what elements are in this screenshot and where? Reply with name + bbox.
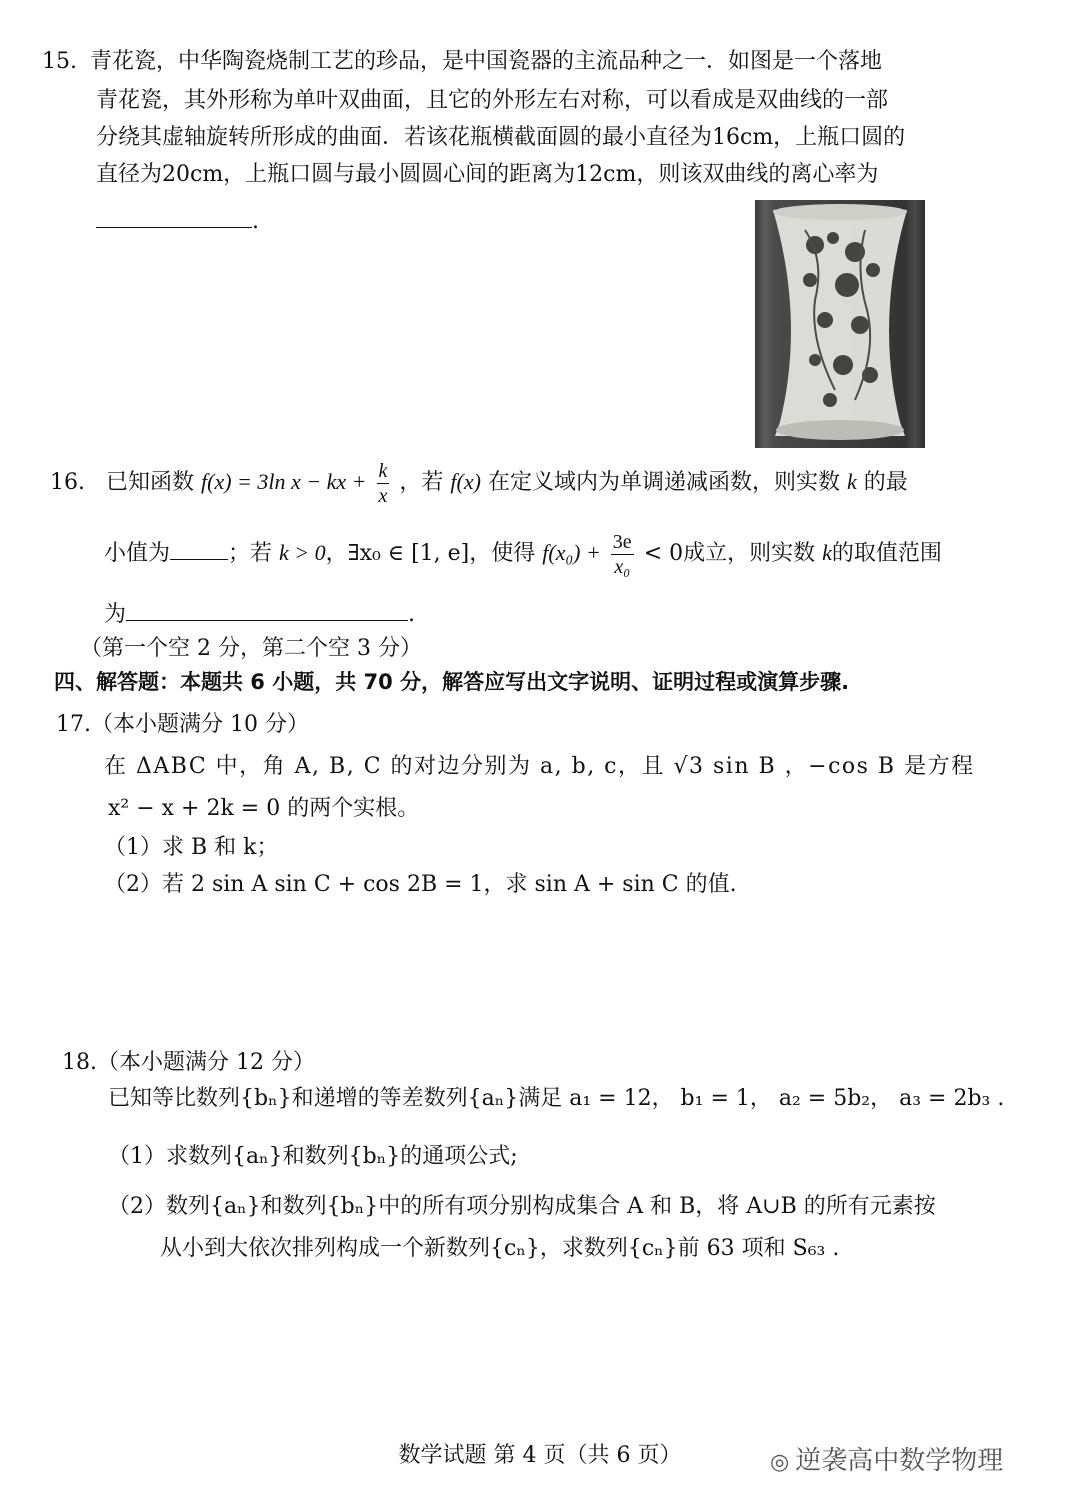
q18-line1: 已知等比数列{bₙ}和递增的等差数列{aₙ}满足 a₁ = 12， b₁ = 1， a₂ = 5b₂， a₃ = 2b₃ . (108, 1086, 1005, 1111)
q15-number: 15. (42, 49, 77, 74)
q16-cond: 在定义域内为单调递减函数，则实数 (487, 470, 840, 495)
k-over-x-fraction: $\frac{k}{x}$ (378, 459, 388, 507)
q15-line1 (42, 45, 882, 79)
q16-if: ；若 (228, 541, 273, 566)
q15-answer-line (96, 205, 259, 239)
q16-wei: 为 (104, 602, 127, 627)
q16-line1 (50, 457, 908, 508)
watermark-text: 逆袭高中数学物理 (795, 1446, 1004, 1476)
wechat-icon: ◎ (770, 1450, 790, 1475)
q17-header: 17.（本小题满分 10 分） (56, 712, 309, 737)
q16-range: 的取值范围 (831, 541, 942, 566)
q15-tail: . (252, 209, 259, 234)
q17-line1: 在 ΔABC 中，角 A, B, C 的对边分别为 a, b, c，且 √3 sin B ，−cos B 是方程 (104, 754, 975, 779)
q16-min-label: 小值为 (104, 541, 171, 566)
q16-function: f(x) = 3ln x − kx + (201, 469, 367, 494)
q16-holds: 成立，则实数 (683, 541, 816, 566)
q17-line2: x² − x + 2k = 0 的两个实根。 (108, 796, 420, 821)
q16-f-x0: f(x₀) + (542, 540, 601, 565)
q18-part1: （1）求数列{aₙ}和数列{bₙ}的通项公式; (108, 1144, 518, 1169)
q16-line3 (104, 598, 415, 632)
q16-k-2: k (822, 540, 832, 565)
q16-score-note: （第一个空 2 分，第二个空 3 分） (80, 636, 422, 661)
q15-line2: 青花瓷，其外形称为单叶双曲面，且它的外形左右对称，可以看成是双曲线的一部 (96, 88, 889, 113)
q15-line3: 分绕其虚轴旋转所形成的曲面．若该花瓶横截面圆的最小直径为16cm，上瓶口圆的 (96, 125, 906, 150)
q16-intro: 已知函数 (106, 470, 195, 495)
q16-k-positive: k > 0 (279, 540, 326, 565)
q15-line4: 直径为20cm，上瓶口圆与最小圆圆心间的距离为12cm，则该双曲线的离心率为 (96, 162, 879, 187)
q16-k: k (846, 469, 857, 494)
q18-header: 18.（本小题满分 12 分） (62, 1050, 315, 1075)
q16-line2 (104, 528, 942, 579)
q16-less-zero: < 0 (643, 541, 684, 566)
q16-exists: ，∃x₀ ∈ [1, e]，使得 (325, 541, 536, 566)
q17-part2: （2）若 2 sin A sin C + cos 2B = 1，求 sin A + sin C 的值. (104, 872, 737, 897)
q17-part1: （1）求 B 和 k； (104, 835, 279, 860)
q15-answer-blank[interactable] (96, 205, 252, 228)
q16-mid: ，若 (399, 470, 444, 495)
3e-over-x0-fraction: $\frac{3e}{\text{x₀}}$ (612, 530, 632, 578)
q16-fx: f(x) (450, 469, 481, 494)
q15-text-1: 青花瓷，中华陶瓷烧制工艺的珍品，是中国瓷器的主流品种之一．如图是一个落地 (90, 49, 883, 74)
section-4-heading: 四、解答题：本题共 6 小题，共 70 分，解答应写出文字说明、证明过程或演算步骤. (54, 670, 850, 694)
blue-white-porcelain-vase-photo (755, 200, 925, 448)
vase-illustration (755, 200, 925, 448)
watermark (770, 1440, 1003, 1477)
q18-part2-a: （2）数列{aₙ}和数列{bₙ}中的所有项分别构成集合 A 和 B，将 A∪B 的所有元素按 (108, 1194, 936, 1219)
page-footer: 数学试题 第 4 页（共 6 页） (398, 1443, 682, 1468)
q16-number: 16. (50, 470, 85, 495)
q16-end1: 的最 (863, 470, 908, 495)
q16-blank-1[interactable] (170, 537, 228, 560)
q16-blank-2[interactable] (126, 598, 408, 621)
q16-tail: . (408, 602, 416, 627)
q18-part2-b: 从小到大依次排列构成一个新数列{cₙ}，求数列{cₙ}前 63 项和 S₆₃ . (160, 1236, 840, 1261)
